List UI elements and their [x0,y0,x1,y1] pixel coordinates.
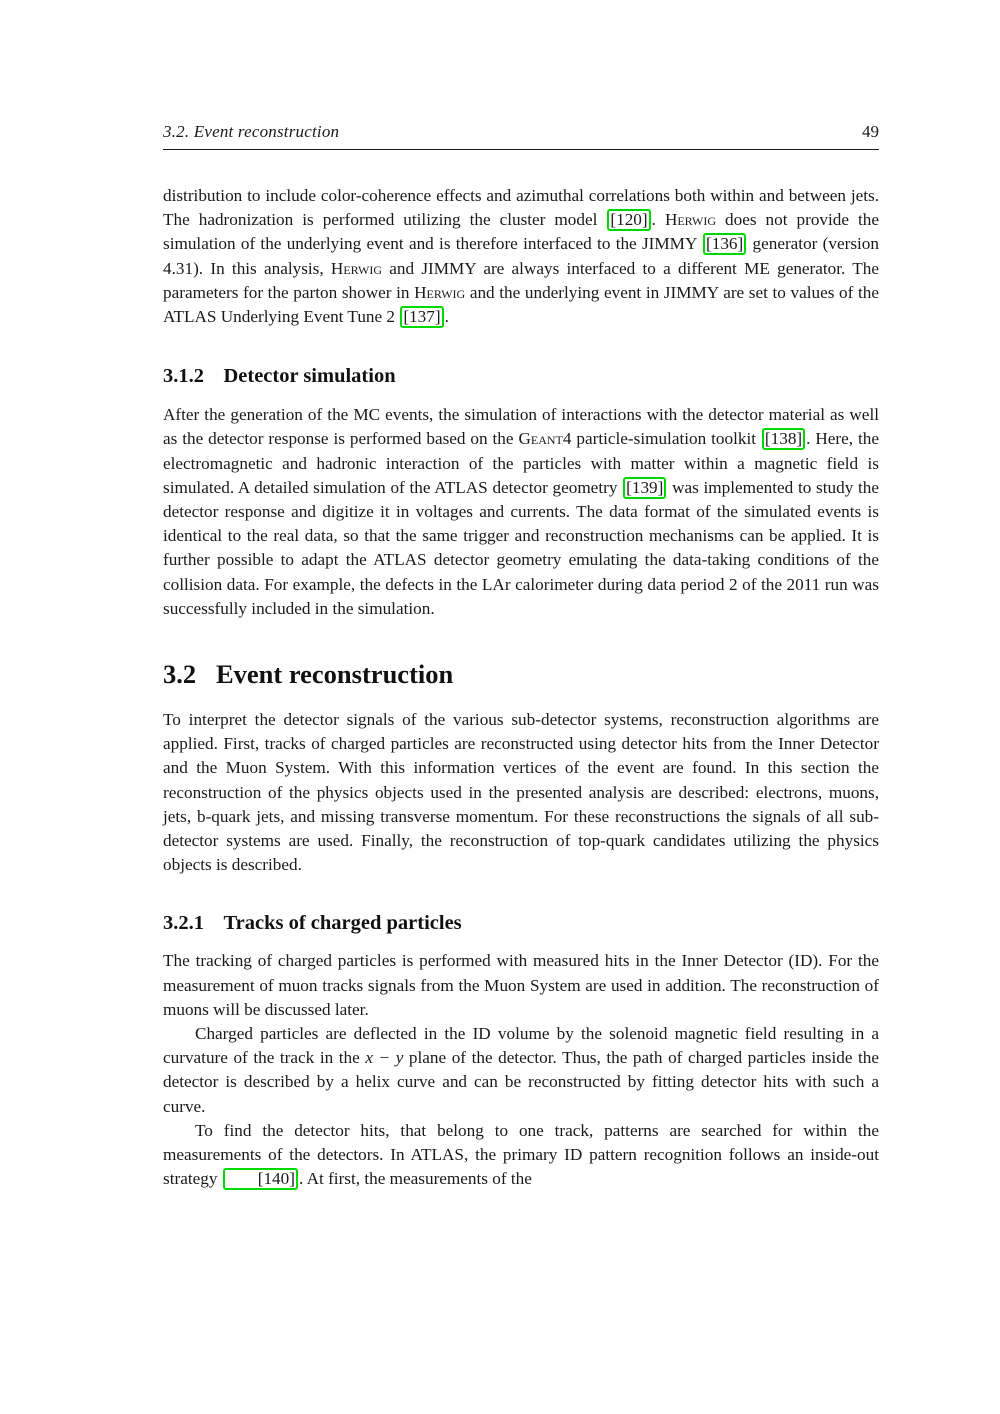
page-number: 49 [862,122,879,141]
subsection-heading-detector-simulation [163,363,879,389]
heading-title: Event reconstruction [216,659,454,690]
heading-number: 3.2.1 [163,912,204,935]
citation-ref[interactable]: [138] [762,428,805,450]
text-run: . At first, the measurements of the [298,1169,532,1189]
text-run: Charged particles are deflected in the ID volume by the solenoid magnetic field resulting in a curvature of the track in the [163,1024,879,1068]
citation-ref[interactable]: [136] [703,233,746,255]
text-run: . Here, the electromagnetic and hadronic interaction of the particles with matter within a magnetic field is simulated. A detailed simulation of the ATLAS detector geometry [163,429,879,497]
inline-math: x − y [365,1048,404,1068]
section-heading-event-reconstruction [163,657,879,691]
text-run: and the underlying event in JIMMY are set to values of the ATLAS Underlying Event Tune 2 [163,282,879,327]
heading-title: Tracks of charged particles [223,912,462,935]
running-head [163,122,879,150]
smallcaps-name: Herwig [664,210,717,230]
text-run: was implemented to study the detector response and digitize it in voltages and currents. The data format of the simulated events is identical to the real data, so that the same trigger and reconstruction mechanisms can be applied. It is further possible to adapt the ATLAS detector geometry emulating the data-taking conditions of the collision data. For example, the defects in the LAr calorimeter during data period 2 of the 2011 run was successfully included in the simulation. [163,477,879,618]
text-column [163,122,879,1192]
paragraph-tracking [163,949,879,1022]
paragraph-helix [163,1022,879,1119]
paragraph-detector-simulation [163,403,879,621]
text-run: The tracking of charged particles is performed with measured hits in the Inner Detector (ID). For the measurement of muon tracks signals from the Muon System are used in addition. The reconstruction of muons will be discussed later. [163,951,879,1019]
text-run: To find the detector hits, that belong to one track, patterns are searched for within the measurements of the detectors. In ATLAS, the primary ID pattern recognition follows an inside-out strategy [163,1120,879,1189]
text-run: . [651,210,665,230]
text-run: generator (version 4.31). In this analysis, [163,234,879,278]
paragraph-pattern-recognition [163,1119,879,1192]
text-run: plane of the detector. Thus, the path of charged particles inside the detector is described by a helix curve and can be reconstructed by fitting detector hits with such a curve. [163,1048,880,1116]
smallcaps-name: Geant4 [518,429,572,449]
subsection-heading-tracks [163,910,879,936]
text-run: To interpret the detector signals of the various sub-detector systems, reconstruction algorithms are applied. First, tracks of charged particles are reconstructed using detector hits from the Inner Detector and the Muon System. With this information vertices of the event are found. In this section the reconstruction of the physics objects used in the presented analysis are described: electrons, muons, jets, b-quark jets, and missing transverse momentum. For these reconstructions the signals of all sub-detector systems are used. Finally, the reconstruction of top-quark candidates utilizing the physics objects is described. [163,710,879,875]
text-run: distribution to include color-coherence effects and azimuthal correlations both within and between jets. The hadronization is performed utilizing the cluster model [163,186,879,230]
text-run: does not provide the simulation of the underlying event and is therefore interfaced to the JIMMY [163,210,880,254]
citation-ref[interactable]: [139] [623,477,666,499]
running-head-section: 3.2. Event reconstruction [163,122,340,141]
text-run: . [444,307,449,327]
smallcaps-name: Herwig [330,258,382,278]
citation-ref[interactable]: [137] [400,306,443,328]
paragraph-hadronization [163,184,879,329]
heading-number: 3.1.2 [163,365,204,388]
heading-title: Detector simulation [223,365,396,388]
heading-number: 3.2 [163,659,197,690]
text-run: After the generation of the MC events, the simulation of interactions with the detector material as well as the detector response is performed based on the [163,405,879,449]
text-run: particle-simulation toolkit [571,429,761,449]
paragraph-reconstruction-intro [163,708,879,877]
text-run: and JIMMY are always interfaced to a different ME generator. The parameters for the parton shower in [163,258,879,302]
citation-ref[interactable]: [120] [607,209,650,231]
citation-ref[interactable]: [140] [223,1168,298,1190]
smallcaps-name: Herwig [414,282,466,302]
